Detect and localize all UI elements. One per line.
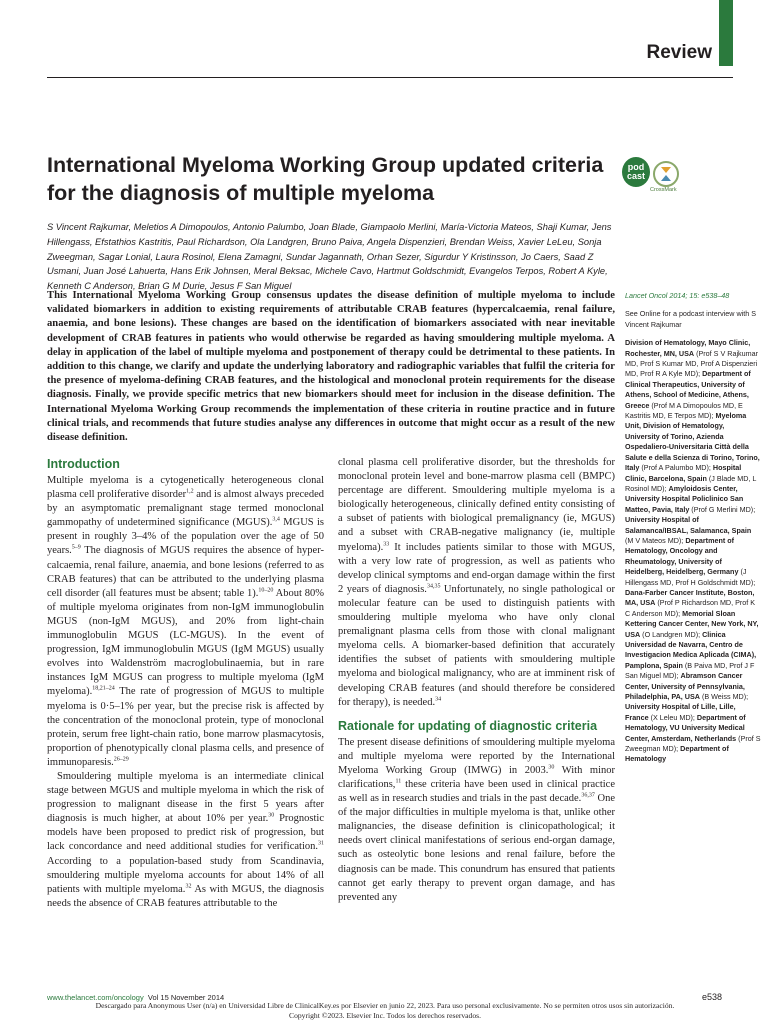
paragraph: Multiple myeloma is a cytogenetically heterogeneous clonal plasma cell proliferative disorder$^{1,2}$ and is almost always preceded by an asymptomatic premalignant stage termed monoclonal gammopathy of undetermined significance (MGUS).$^{3,4}$ MGUS is present in roughly 3–4% of the population over the age of 50 years.$^{5-9}$ The diagnosis of MGUS requires the absence of hyper-calcaemia, renal failure, anaemia, and bone lesions (referred to as CRAB features) that can be attributed to the underlying plasma cell disorder (all features must be absent; table 1).$^{10-20}$ About 80% of multiple myeloma originates from non-IgM immunoglobulin MGUS (non-IgM MGUS), and 20% from light-chain immunoglobulin MGUS (LC-MGUS). In the event of progression, IgM immunoglobulin MGUS (IgM MGUS) usually evolves into Waldenström macroglobulinaemia, but in rare instances IgM MGUS can progress to multiple myeloma (IgM myeloma).$^{18,21-24}$ The rate of progression of MGUS to multiple myeloma is 0·5–1% per year, but the precise risk is affected by the concentration of the monoclonal protein, type of monoclonal protein, serum free light-chain ratio, bone marrow plasmacytosis, proportion of phenotypically clonal plasma cells, and presence of immunoparesis.$^{26-29}$	[47, 475, 324, 768]
section-color-tab	[719, 0, 733, 66]
podcast-label-1: pod	[627, 162, 645, 172]
paragraph: Smouldering multiple myeloma is an intermediate clinical stage between MGUS and multiple myeloma in which the risk of progression to malignant disease in the first 5 years after diagnosis is much higher, at about 10% per year.$^{30}$ Prognostic models have been proposed to predict risk of progression, but lack concordance and need additional studies for verification.$^{31}$ According to a population-based study from Scandinavia, smouldering multiple myeloma accounts for about 14% of all patients with multiple myeloma.$^{32}$ As with MGUS, the diagnosis needs the absence of CRAB features attributable to the	[47, 770, 325, 909]
section-label: Review	[646, 42, 712, 63]
abstract: This International Myeloma Working Group consensus updates the disease definition of multiple myeloma to include validated biomarkers in addition to existing requirements of attributable CRAB features (hypercalcaemia, renal failure, anaemia, and bone lesions). These changes are based on the identification of biomarkers associated with near inevitable development of CRAB features in patients who would otherwise be regarded as having smouldering multiple myeloma. A delay in application of the label of multiple myeloma and postponement of therapy could be detrimental to these patients. In addition to this change, we clarify and update the underlying laboratory and radiographic variables that fulfil the criteria for the presence of myeloma-defining CRAB features, and the histological and monoclonal protein requirements for the disease diagnosis. Finally, we provide specific metrics that new biomarkers should meet for inclusion in the disease definition. The International Myeloma Working Group recommends the implementation of these criteria in routine practice and in future clinical trials, and recommends that future studies analyse any differences in outcome that might occur as a result of the new disease definition.	[47, 290, 615, 444]
podcast-note[interactable]: See Online for a podcast interview with S Vincent Rajkumar	[625, 309, 757, 329]
page-number: e538	[701, 992, 722, 1002]
section-heading-rationale: Rationale for updating of diagnostic criteria	[338, 718, 598, 733]
section-heading-introduction: Introduction	[47, 457, 120, 471]
author-list: S Vincent Rajkumar, Meletios A Dimopoulos, Antonio Palumbo, Joan Blade, Giampaolo Merlini, María-Victoria Mateos, Shaji Kumar, Jens Hillengass, Efstathios Kastritis, Paul Richardson, Ola Landgren, Bruno Paiva, Angela Dispenzieri, Brendan Weiss, Xavier LeLeu, Sonja Zweegman, Sagar Lonial, Laura Rosinol, Elena Zamagni, Sundar Jagannath, Orhan Sezer, Sigurdur Y Kristinsson, Jo Caers, Saad Z Usmani, Juan José Lahuerta, Hans Erik Johnsen, Meral Beksac, Michele Cavo, Hartmut Goldschmidt, Evangelos Terpos, Robert A Kyle, Kenneth C Anderson, Brian G M Durie, Jesus F San Miguel	[47, 222, 612, 292]
body-column-left	[47, 456, 324, 911]
article-title: International Myeloma Working Group updated criteria for the diagnosis of multiple myeloma	[47, 153, 604, 205]
issue-info: Vol 15 November 2014	[147, 993, 225, 1002]
header-rule	[47, 77, 733, 78]
sidebar	[625, 291, 761, 765]
article-badges	[622, 157, 692, 193]
download-disclaimer: Descargado para Anonymous User (n/a) en Universidad Libre de ClinicalKey.es por Elsevier en junio 22, 2023. Para uso personal exclusivamente. No se permiten otros usos sin autorización. Copyright ©2023. Elsevier Inc. Todos los derechos reservados.	[95, 1001, 675, 1020]
paragraph: clonal plasma cell proliferative disorder, but the thresholds for monoclonal protein level and bone-marrow plasma cell (BMPC) percentage are different. Smouldering multiple myeloma is a biologically heterogeneous, clinically defined entity consisting of a subset of patients with biological premalignancy (ie, MGUS) and a subset with CRAB-negative malignancy (ie, multiple myeloma).$^{33}$ It includes patients similar to those with MGUS, with a very low rate of progression, as well as patients who develop clinical symptoms and end-organ damage within the first 2 years of diagnosis.$^{34,35}$ Unfortunately, no single pathological or molecular feature can be used to distinguish patients with smouldering multiple myeloma who have only clonal premalignant plasma cells from those with clonal malignant myeloma cells. A biomarker-based definition that accurately identifies the subset of patients with smouldering multiple myeloma and biological malignancy, who are at imminent risk of developing CRAB features (and should therefore be considered for therapy), is needed.$^{34}$	[338, 457, 615, 708]
crossmark-label: CrossMark	[650, 187, 677, 193]
crossmark-icon[interactable]	[652, 160, 680, 188]
body-column-right	[338, 456, 615, 905]
podcast-label-2: cast	[626, 171, 645, 181]
paragraph: The present disease definitions of smouldering multiple myeloma and multiple myeloma were reported by the International Myeloma Working Group (IMWG) in 2003.30 With minor clarifications,$^{11}$ these criteria have been used in clinical practice as well as in research studies and trials in the past decade.$^{36,37}$ One of the major difficulties in multiple myeloma is that, unlike other malignancies, the disease definition is clinicopathological; it needs overt clinical manifestations of serious end-organ damage, such as osteolytic bone lesions and renal failure, before the diagnosis can be made. This conundrum has ensured that patients cannot get early therapy to prevent organ damage, and has prevented any	[338, 736, 615, 903]
affiliation-list: Division of Hematology, Mayo Clinic, Rochester, MN, USA (Prof S V Rajkumar MD, Prof S Kumar MD, Prof A Dispenzieri MD, Prof R A Kyle MD); Department of Clinical Therapeutics, University of Athens, School of Medicine, Athens, Greece (Prof M A Dimopoulos MD, E Kastritis MD, E Terpos MD); Myeloma Unit, Division of Hematology, University of Torino, Azienda Ospedaliero-Universitaria Città della Salute e della Scienza di Torino, Torino, Italy (Prof A Palumbo MD); Hospital Clinic, Barcelona, Spain (J Blade MD, L Rosinol MD); Amyloidosis Center, University Hospital Policlinico San Matteo, Pavia, Italy (Prof G Merlini MD); University Hospital of Salamanca/IBSAL, Salamanca, Spain (M V Mateos MD); Department of Hematology, Oncology and Rheumatology, University of Heidelberg, Heidelberg, Germany (J Hillengass MD, Prof H Goldschmidt MD); Dana-Farber Cancer Institute, Boston, MA, USA (Prof P Richardson MD, Prof K C Anderson MD); Memorial Sloan Kettering Cancer Center, New York, NY, USA (O Landgren MD); Clinica Universidad de Navarra, Centro de Investigacion Medica Aplicada (CIMA), Pamplona, Spain (B Paiva MD, Prof J F San Miguel MD); Abramson Cancer Center, University of Pennsylvania, Philadelphia, PA, USA (B Weiss MD); University Hospital of Lille, Lille, France (X Leleu MD); Department of Hematology, VU University Medical Center, Amsterdam, Netherlands (Prof S Zweegman MD); Department of Hematology	[625, 338, 761, 764]
journal-citation: Lancet Oncol 2014; 15: e538–48	[625, 291, 730, 300]
podcast-icon[interactable]	[622, 157, 650, 187]
journal-url[interactable]: www.thelancet.com/oncology	[47, 993, 144, 1002]
